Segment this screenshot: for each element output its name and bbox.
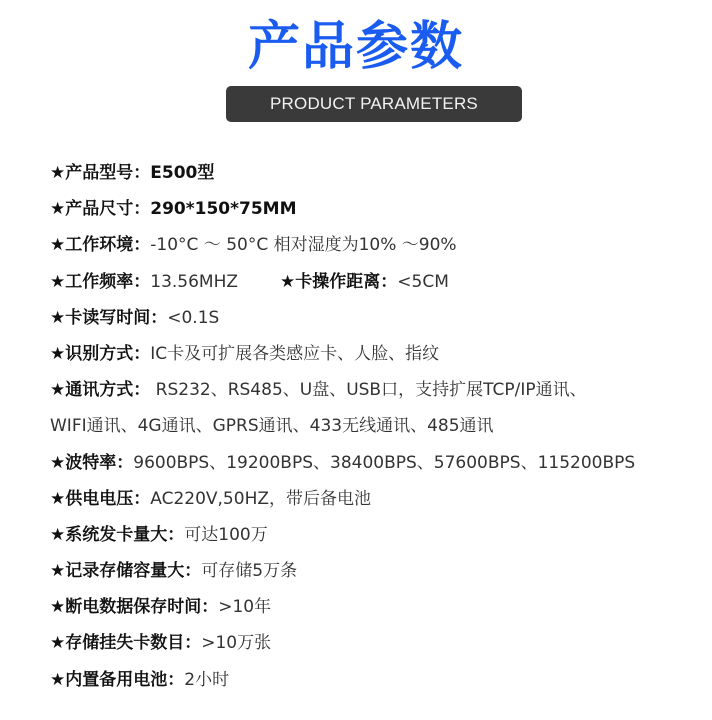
spec-value: 290*150*75MM xyxy=(150,199,297,220)
spec-label: ★产品尺寸： xyxy=(50,199,151,220)
spec-label: ★工作环境： xyxy=(50,235,151,256)
spec-row-baud-rate xyxy=(50,445,702,481)
spec-row-communication xyxy=(50,372,702,408)
spec-label: ★识别方式： xyxy=(50,343,151,364)
spec-label: ★供电电压： xyxy=(50,488,151,509)
spec-value-continuation: WIFI通讯、4G通讯、GPRS通讯、433无线通讯、485通讯 xyxy=(50,416,494,437)
spec-value: <0.1S xyxy=(167,307,220,328)
spec-row-model xyxy=(50,155,702,191)
spec-row-record-capacity xyxy=(50,553,702,589)
spec-value: RS232、RS485、U盘、USB口，支持扩展TCP/IP通讯、 xyxy=(150,380,587,401)
spec-label: ★产品型号： xyxy=(50,163,151,183)
spec-row-lost-cards xyxy=(50,625,702,661)
spec-label: ★存储挂失卡数目： xyxy=(50,633,202,654)
spec-row-battery xyxy=(50,662,702,698)
spec-label: ★工作频率： xyxy=(50,271,151,292)
spec-label: ★通讯方式： xyxy=(50,380,151,401)
spec-row-communication-cont xyxy=(50,408,702,444)
spec-label-distance: ★卡操作距离： xyxy=(280,271,398,292)
spec-label: ★系统发卡量大： xyxy=(50,524,185,545)
spec-value: >10年 xyxy=(218,597,272,618)
spec-row-frequency xyxy=(50,264,702,300)
spec-label: ★波特率： xyxy=(50,452,134,473)
spec-value: >10万张 xyxy=(201,633,272,654)
spec-row-rw-time xyxy=(50,300,702,336)
spec-value: -10°C ～ 50°C 相对湿度为10% ～90% xyxy=(150,235,457,256)
spec-value: 2小时 xyxy=(184,669,230,690)
spec-value: 可存储5万条 xyxy=(201,561,298,582)
spec-label: ★记录存储容量大： xyxy=(50,561,202,582)
spec-row-identification xyxy=(50,336,702,372)
spec-value: 9600BPS、19200BPS、38400BPS、57600BPS、115200BPS xyxy=(133,452,636,473)
spec-label: ★卡读写时间： xyxy=(50,307,168,328)
spec-label: ★断电数据保存时间： xyxy=(50,597,219,618)
spec-row-environment xyxy=(50,227,702,263)
spec-value: 13.56MHZ xyxy=(150,271,239,292)
spec-value-distance: <5CM xyxy=(397,271,449,292)
spec-row-size xyxy=(50,191,702,227)
spec-list xyxy=(50,155,702,698)
spec-row-power xyxy=(50,481,702,517)
spec-value: AC220V,50HZ，带后备电池 xyxy=(150,488,371,509)
spec-value: IC卡及可扩展各类感应卡、人脸、指纹 xyxy=(150,343,440,364)
spec-value: 可达100万 xyxy=(184,524,268,545)
spec-value: E500型 xyxy=(150,163,215,183)
spec-label: ★内置备用电池： xyxy=(50,669,185,690)
spec-row-card-capacity xyxy=(50,517,702,553)
subtitle-banner: PRODUCT PARAMETERS xyxy=(226,86,522,122)
spec-row-data-retention xyxy=(50,589,702,625)
page-title: 产品参数 xyxy=(247,17,464,77)
